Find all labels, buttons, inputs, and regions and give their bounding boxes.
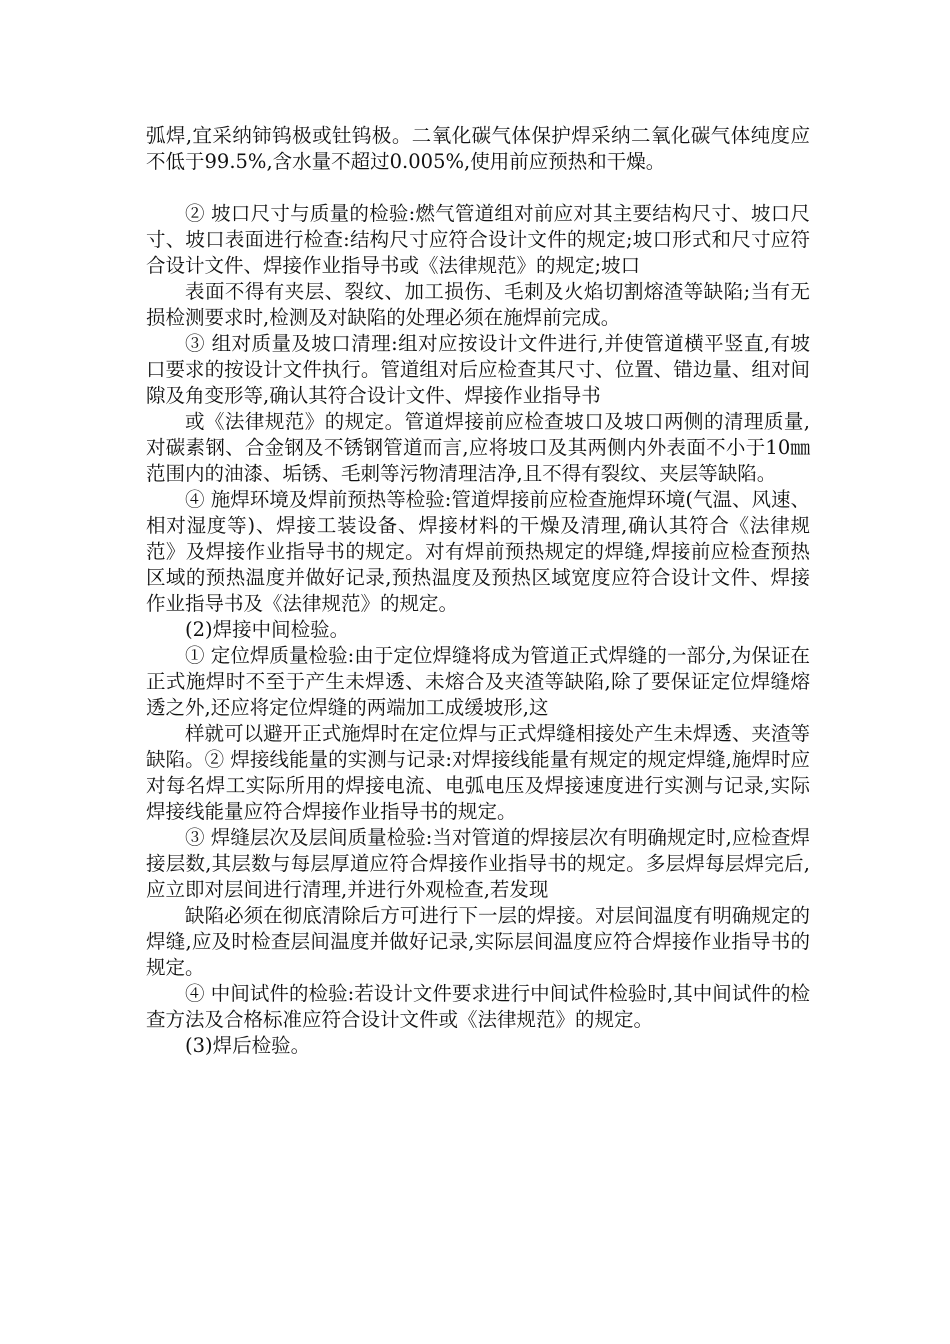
paragraph-heat-input: 样就可以避开正式施焊时在定位焊与正式焊缝相接处产生未焊透、夹渣等缺陷。② 焊接线能量的实测与记录:对焊接线能量有规定的规定焊缝,施焊时应对每名焊工实际所用的焊接电流、电弧电压及焊接速度进行实测与记录,实际焊接线能量应符合焊接作业指导书的规定。 bbox=[146, 722, 810, 823]
document-body bbox=[146, 123, 810, 1059]
paragraph-interpass-temperature: 缺陷必须在彻底清除后方可进行下一层的焊接。对层间温度有明确规定的焊缝,应及时检查层间温度并做好记录,实际层间温度应符合焊接作业指导书的规定。 bbox=[146, 904, 810, 979]
paragraph-environment-preheat: ④ 施焊环境及焊前预热等检验:管道焊接前应检查施焊环境(气温、风速、相对湿度等)、焊接工装设备、焊接材料的干燥及清理,确认其符合《法律规范》及焊接作业指导书的规定。对有焊前预热规定的焊缝,焊接前应检查预热区域的预热温度并做好记录,预热温度及预热区域宽度应符合设计文件、焊接作业指导书及《法律规范》的规定。 bbox=[146, 488, 810, 615]
heading-post-weld-inspection: (3)焊后检验。 bbox=[185, 1034, 311, 1057]
paragraph-weld-layers: ③ 焊缝层次及层间质量检验:当对管道的焊接层次有明确规定时,应检查焊接层数,其层数与每层厚道应符合焊接作业指导书的规定。多层焊每层焊完后,应立即对层间进行清理,并进行外观检查,若发现 bbox=[146, 826, 810, 901]
paragraph-groove-surface: 表面不得有夹层、裂纹、加工损伤、毛刺及火焰切割熔渣等缺陷;当有无损检测要求时,检测及对缺陷的处理必须在施焊前完成。 bbox=[146, 280, 810, 329]
paragraph-fitup-quality: ③ 组对质量及坡口清理:组对应按设计文件进行,并使管道横平竖直,有坡口要求的按设计文件执行。管道组对后应检查其尺寸、位置、错边量、组对间隙及角变形等,确认其符合设计文件、焊接作业指导书 bbox=[146, 332, 810, 407]
heading-intermediate-inspection: (2)焊接中间检验。 bbox=[185, 618, 350, 641]
paragraph-shielding-gas: 弧焊,宜采纳铈钨极或钍钨极。二氧化碳气体保护焊采纳二氧化碳气体纯度应不低于99.5%,含水量不超过0.005%,使用前应预热和干燥。 bbox=[146, 124, 810, 173]
paragraph-groove-inspection: ② 坡口尺寸与质量的检验:燃气管道组对前应对其主要结构尺寸、坡口尺寸、坡口表面进行检查:结构尺寸应符合设计文件的规定;坡口形式和尺寸应符合设计文件、焊接作业指导书或《法律规范》的规定;坡口 bbox=[146, 202, 810, 277]
paragraph-tack-weld: ① 定位焊质量检验:由于定位焊缝将成为管道正式焊缝的一部分,为保证在正式施焊时不至于产生未焊透、未熔合及夹渣等缺陷,除了要保证定位焊缝熔透之外,还应将定位焊缝的两端加工成缓坡形,这 bbox=[146, 644, 810, 719]
paragraph-intermediate-specimen: ④ 中间试件的检验:若设计文件要求进行中间试件检验时,其中间试件的检查方法及合格标准应符合设计文件或《法律规范》的规定。 bbox=[146, 982, 810, 1031]
paragraph-groove-cleaning: 或《法律规范》的规定。管道焊接前应检查坡口及坡口两侧的清理质量,对碳素钢、合金钢及不锈钢管道而言,应将坡口及其两侧内外表面不小于10㎜范围内的油漆、垢锈、毛刺等污物清理洁净,且不得有裂纹、夹层等缺陷。 bbox=[146, 410, 810, 485]
